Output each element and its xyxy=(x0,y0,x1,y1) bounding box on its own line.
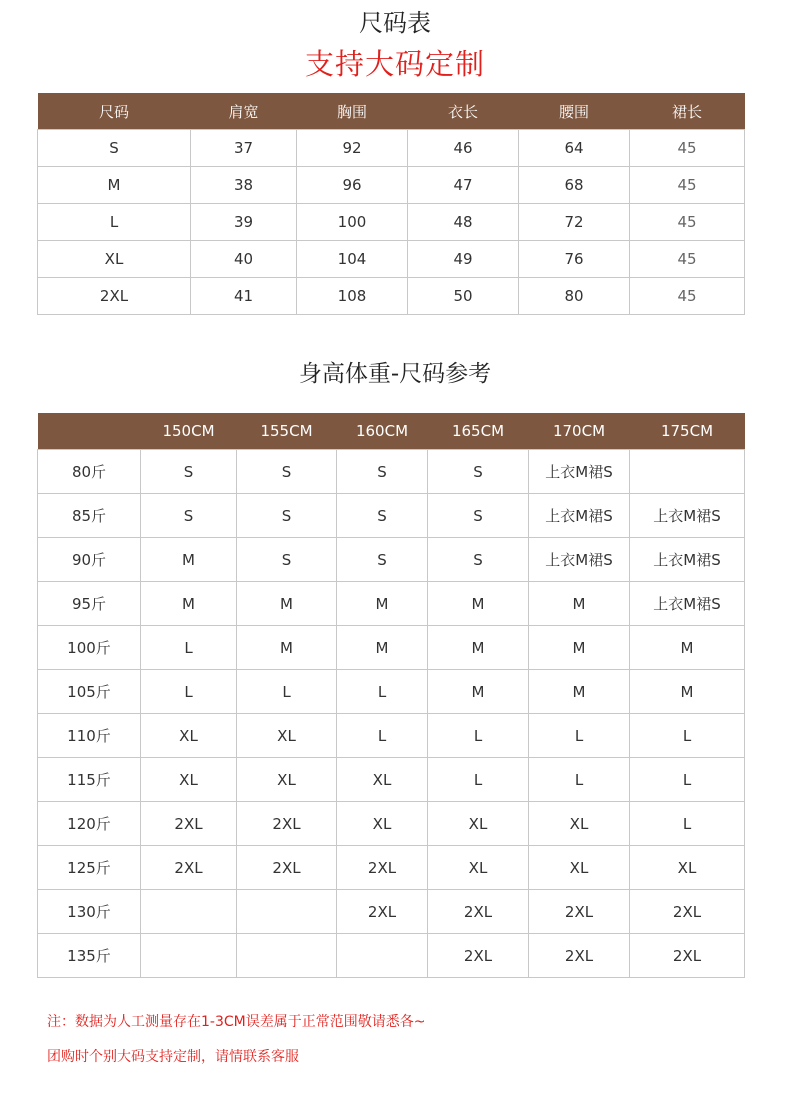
table-cell: 38 xyxy=(191,167,297,204)
table-cell: XL xyxy=(428,802,529,846)
table-cell: XL xyxy=(630,846,745,890)
table-cell: 2XL xyxy=(428,890,529,934)
reference-header-cell xyxy=(38,413,141,450)
table-cell: 45 xyxy=(630,278,745,315)
table-row xyxy=(38,538,745,582)
table-cell: L xyxy=(529,714,630,758)
table-cell: 2XL xyxy=(630,934,745,978)
table-cell: 45 xyxy=(630,204,745,241)
table-row xyxy=(38,494,745,538)
table-cell: 46 xyxy=(408,130,519,167)
reference-header-cell: 160CM xyxy=(337,413,428,450)
table-cell: 76 xyxy=(519,241,630,278)
table-row xyxy=(38,934,745,978)
size-chart-table xyxy=(37,93,745,315)
size-header-cell: 胸围 xyxy=(297,93,408,130)
table-cell: L xyxy=(337,714,428,758)
table-row xyxy=(38,626,745,670)
table-cell: S xyxy=(337,538,428,582)
table-cell: M xyxy=(529,670,630,714)
reference-header-cell: 155CM xyxy=(237,413,337,450)
table-cell: 37 xyxy=(191,130,297,167)
table-cell: 2XL xyxy=(630,890,745,934)
table-cell: L xyxy=(141,626,237,670)
table-cell: 47 xyxy=(408,167,519,204)
table-cell: 125斤 xyxy=(38,846,141,890)
table-row xyxy=(38,890,745,934)
custom-order-note: 团购时个别大码支持定制，请情联系客服 xyxy=(47,1049,299,1065)
table-cell: 2XL xyxy=(237,802,337,846)
reference-title: 身高体重-尺码参考 xyxy=(298,361,492,387)
table-cell: S xyxy=(428,494,529,538)
table-cell: XL xyxy=(337,802,428,846)
table-cell: 上衣M裙S xyxy=(630,494,745,538)
table-row xyxy=(38,167,745,204)
table-cell: 68 xyxy=(519,167,630,204)
reference-header-row xyxy=(38,413,745,450)
table-row xyxy=(38,670,745,714)
table-cell: 80 xyxy=(519,278,630,315)
table-cell: M xyxy=(529,582,630,626)
table-cell: XL xyxy=(141,714,237,758)
table-cell: S xyxy=(141,494,237,538)
table-cell: M xyxy=(630,670,745,714)
table-cell: L xyxy=(529,758,630,802)
table-cell: 48 xyxy=(408,204,519,241)
table-cell: M xyxy=(428,582,529,626)
table-row xyxy=(38,450,745,494)
table-cell: XL xyxy=(237,758,337,802)
table-cell xyxy=(237,890,337,934)
table-cell: M xyxy=(237,626,337,670)
table-cell: XL xyxy=(529,846,630,890)
table-cell: M xyxy=(141,582,237,626)
page-subtitle: 支持大码定制 xyxy=(304,47,485,81)
table-cell: XL xyxy=(529,802,630,846)
size-header-cell: 腰围 xyxy=(519,93,630,130)
reference-header-cell: 175CM xyxy=(630,413,745,450)
table-cell: XL xyxy=(428,846,529,890)
table-cell: 105斤 xyxy=(38,670,141,714)
table-cell: L xyxy=(337,670,428,714)
table-cell: 45 xyxy=(630,167,745,204)
table-cell: S xyxy=(237,538,337,582)
table-cell: 2XL xyxy=(337,890,428,934)
table-cell: 85斤 xyxy=(38,494,141,538)
table-cell: 100 xyxy=(297,204,408,241)
table-cell: 110斤 xyxy=(38,714,141,758)
size-header-cell: 裙长 xyxy=(630,93,745,130)
table-cell: 90斤 xyxy=(38,538,141,582)
table-cell: 104 xyxy=(297,241,408,278)
table-cell: L xyxy=(237,670,337,714)
table-cell: S xyxy=(428,538,529,582)
table-cell xyxy=(141,890,237,934)
table-row xyxy=(38,846,745,890)
table-cell: 135斤 xyxy=(38,934,141,978)
table-cell xyxy=(141,934,237,978)
table-cell: S xyxy=(38,130,191,167)
table-cell: M xyxy=(630,626,745,670)
table-cell xyxy=(237,934,337,978)
table-cell: 64 xyxy=(519,130,630,167)
table-cell: XL xyxy=(337,758,428,802)
table-cell: S xyxy=(337,494,428,538)
size-chart-header-row xyxy=(38,93,745,130)
table-cell: 45 xyxy=(630,241,745,278)
table-cell: 2XL xyxy=(337,846,428,890)
table-row xyxy=(38,130,745,167)
table-cell: 130斤 xyxy=(38,890,141,934)
reference-header-cell: 150CM xyxy=(141,413,237,450)
table-cell: 108 xyxy=(297,278,408,315)
table-cell: 92 xyxy=(297,130,408,167)
reference-header-cell: 170CM xyxy=(529,413,630,450)
table-cell: S xyxy=(237,494,337,538)
table-cell: 2XL xyxy=(237,846,337,890)
table-cell: 41 xyxy=(191,278,297,315)
reference-header-cell: 165CM xyxy=(428,413,529,450)
table-cell: 2XL xyxy=(529,890,630,934)
table-cell: 100斤 xyxy=(38,626,141,670)
table-cell: 2XL xyxy=(141,846,237,890)
table-cell: S xyxy=(237,450,337,494)
table-cell: M xyxy=(337,626,428,670)
table-cell: L xyxy=(630,758,745,802)
table-cell: L xyxy=(630,802,745,846)
table-cell: 49 xyxy=(408,241,519,278)
table-cell: 39 xyxy=(191,204,297,241)
table-cell: S xyxy=(428,450,529,494)
size-header-cell: 尺码 xyxy=(38,93,191,130)
table-cell: M xyxy=(428,670,529,714)
table-cell: 2XL xyxy=(38,278,191,315)
table-cell: 上衣M裙S xyxy=(529,538,630,582)
size-header-cell: 肩宽 xyxy=(191,93,297,130)
table-cell: M xyxy=(337,582,428,626)
table-row xyxy=(38,582,745,626)
table-cell: 上衣M裙S xyxy=(529,450,630,494)
table-row xyxy=(38,802,745,846)
table-cell: M xyxy=(38,167,191,204)
table-cell: XL xyxy=(237,714,337,758)
table-cell: S xyxy=(141,450,237,494)
table-cell: 115斤 xyxy=(38,758,141,802)
table-cell: L xyxy=(630,714,745,758)
measurement-note: 注：数据为人工测量存在1-3CM误差属于正常范围敬请悉各~ xyxy=(47,1014,426,1030)
table-cell: 上衣M裙S xyxy=(630,582,745,626)
table-cell: S xyxy=(337,450,428,494)
table-row xyxy=(38,758,745,802)
table-cell: XL xyxy=(38,241,191,278)
table-cell: L xyxy=(428,714,529,758)
table-cell: 45 xyxy=(630,130,745,167)
table-cell: 95斤 xyxy=(38,582,141,626)
table-cell xyxy=(337,934,428,978)
table-cell: 96 xyxy=(297,167,408,204)
page-title: 尺码表 xyxy=(359,9,431,37)
table-row xyxy=(38,714,745,758)
table-cell: XL xyxy=(141,758,237,802)
size-header-cell: 衣长 xyxy=(408,93,519,130)
table-cell: L xyxy=(141,670,237,714)
table-cell: 2XL xyxy=(428,934,529,978)
table-cell: M xyxy=(237,582,337,626)
table-row xyxy=(38,204,745,241)
table-row xyxy=(38,278,745,315)
table-cell: 上衣M裙S xyxy=(630,538,745,582)
table-cell: 120斤 xyxy=(38,802,141,846)
table-cell: M xyxy=(141,538,237,582)
table-cell xyxy=(630,450,745,494)
table-cell: L xyxy=(428,758,529,802)
table-cell: 40 xyxy=(191,241,297,278)
height-weight-reference-table xyxy=(37,413,745,978)
table-cell: 2XL xyxy=(141,802,237,846)
table-cell: 上衣M裙S xyxy=(529,494,630,538)
table-row xyxy=(38,241,745,278)
table-cell: 2XL xyxy=(529,934,630,978)
table-cell: L xyxy=(38,204,191,241)
table-cell: 80斤 xyxy=(38,450,141,494)
table-cell: 72 xyxy=(519,204,630,241)
table-cell: M xyxy=(529,626,630,670)
table-cell: 50 xyxy=(408,278,519,315)
table-cell: M xyxy=(428,626,529,670)
